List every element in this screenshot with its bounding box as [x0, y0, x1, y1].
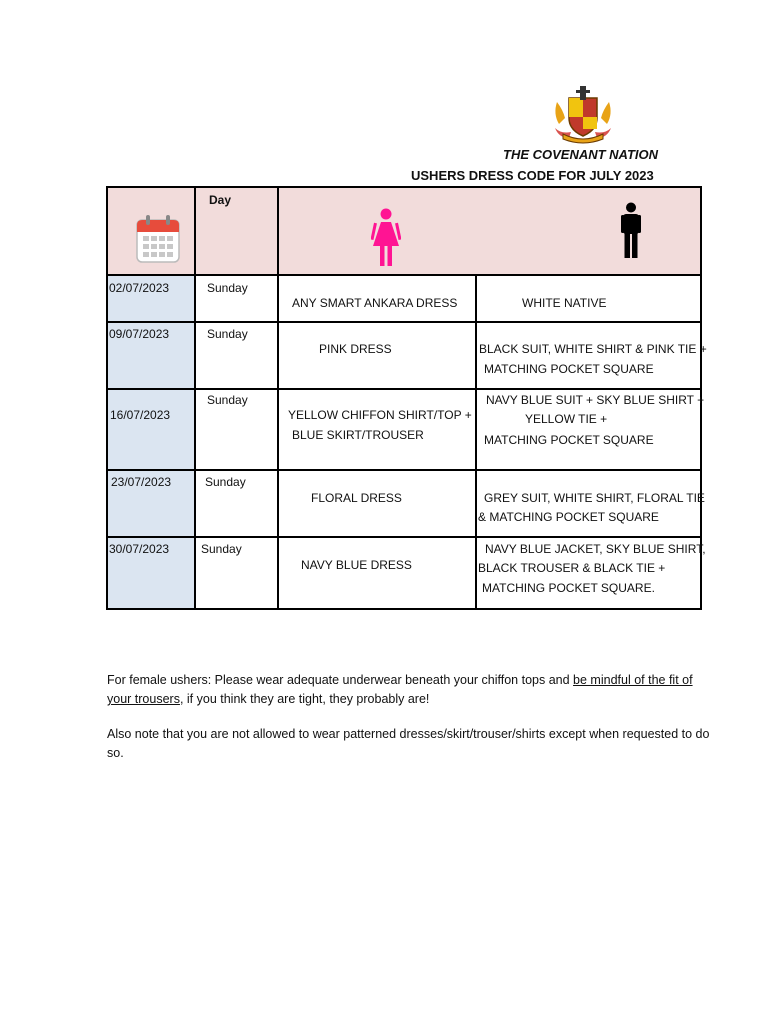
note-emphasis: be mindful of the fit of your trousers	[107, 673, 693, 706]
day-text: Sunday	[205, 475, 246, 489]
day-text: Sunday	[207, 327, 248, 341]
notes-section	[107, 671, 719, 779]
female-dress-cell	[278, 537, 476, 609]
organization-name: THE COVENANT NATION	[503, 147, 659, 162]
female-dress-cell	[278, 389, 476, 470]
note-text: , if you think they are tight, they probably are!	[179, 692, 430, 706]
calendar-header-cell	[107, 187, 195, 275]
date-text: 16/07/2023	[110, 408, 171, 422]
male-dress-cell	[476, 537, 706, 609]
female-dress-text: ANY SMART ANKARA DRESS	[292, 296, 458, 310]
church-logo	[551, 84, 615, 144]
table-row	[107, 322, 701, 389]
header-row	[107, 187, 701, 275]
day-cell	[195, 322, 278, 389]
male-dress-text: WHITE NATIVE	[522, 296, 607, 310]
female-icon	[371, 208, 401, 266]
male-dress-text: BLACK SUIT, WHITE SHIRT & PINK TIE +	[479, 342, 707, 356]
gender-header-cell	[278, 187, 701, 275]
male-dress-cell	[476, 389, 705, 470]
day-cell	[195, 470, 278, 537]
day-header: Day	[209, 193, 232, 207]
day-cell	[195, 537, 278, 609]
day-text: Sunday	[201, 542, 242, 556]
male-dress-text: GREY SUIT, WHITE SHIRT, FLORAL TIE	[484, 491, 705, 505]
date-cell	[107, 537, 195, 609]
female-dress-text: PINK DRESS	[319, 342, 392, 356]
dress-code-table	[106, 186, 707, 610]
table-row	[107, 470, 701, 537]
male-dress-cell	[476, 322, 707, 389]
male-dress-text: MATCHING POCKET SQUARE	[484, 433, 654, 447]
pattern-note: Also note that you are not allowed to wear patterned dresses/skirt/trouser/shirts except when requested to do so.	[107, 727, 710, 760]
date-cell	[107, 322, 195, 389]
date-text: 23/07/2023	[111, 475, 172, 489]
male-dress-text: & MATCHING POCKET SQUARE	[478, 510, 659, 524]
table-row	[107, 537, 701, 609]
date-cell	[107, 470, 195, 537]
male-dress-text: YELLOW TIE +	[525, 412, 608, 426]
female-dress-text: BLUE SKIRT/TROUSER	[292, 428, 424, 442]
date-text: 09/07/2023	[109, 327, 170, 341]
date-text: 30/07/2023	[109, 542, 170, 556]
female-dress-cell	[278, 322, 476, 389]
day-header-cell	[195, 187, 278, 275]
table-row	[107, 275, 701, 322]
male-dress-text: NAVY BLUE JACKET, SKY BLUE SHIRT,	[485, 542, 706, 556]
calendar-icon	[136, 214, 180, 264]
day-cell	[195, 275, 278, 322]
female-dress-cell	[278, 470, 476, 537]
male-dress-text: MATCHING POCKET SQUARE	[484, 362, 654, 376]
day-text: Sunday	[207, 281, 248, 295]
date-text: 02/07/2023	[109, 281, 170, 295]
day-cell	[195, 389, 278, 470]
female-dress-text: NAVY BLUE DRESS	[301, 558, 412, 572]
male-dress-cell	[476, 275, 701, 322]
date-cell	[107, 275, 195, 322]
male-icon	[621, 202, 641, 258]
note-text: For female ushers: Please wear adequate underwear beneath your chiffon tops and	[107, 673, 574, 687]
female-ushers-note	[107, 671, 719, 709]
male-dress-text: BLACK TROUSER & BLACK TIE +	[478, 561, 666, 575]
female-dress-text: FLORAL DRESS	[311, 491, 402, 505]
female-dress-text: YELLOW CHIFFON SHIRT/TOP +	[288, 408, 472, 422]
male-dress-text: NAVY BLUE SUIT + SKY BLUE SHIRT +	[486, 393, 705, 407]
male-dress-cell	[476, 470, 705, 537]
document-title: USHERS DRESS CODE FOR JULY 2023	[411, 168, 654, 183]
table-row	[107, 389, 701, 470]
male-dress-text: MATCHING POCKET SQUARE.	[482, 581, 655, 595]
female-dress-cell	[278, 275, 476, 322]
date-cell	[107, 389, 195, 470]
day-text: Sunday	[207, 393, 248, 407]
